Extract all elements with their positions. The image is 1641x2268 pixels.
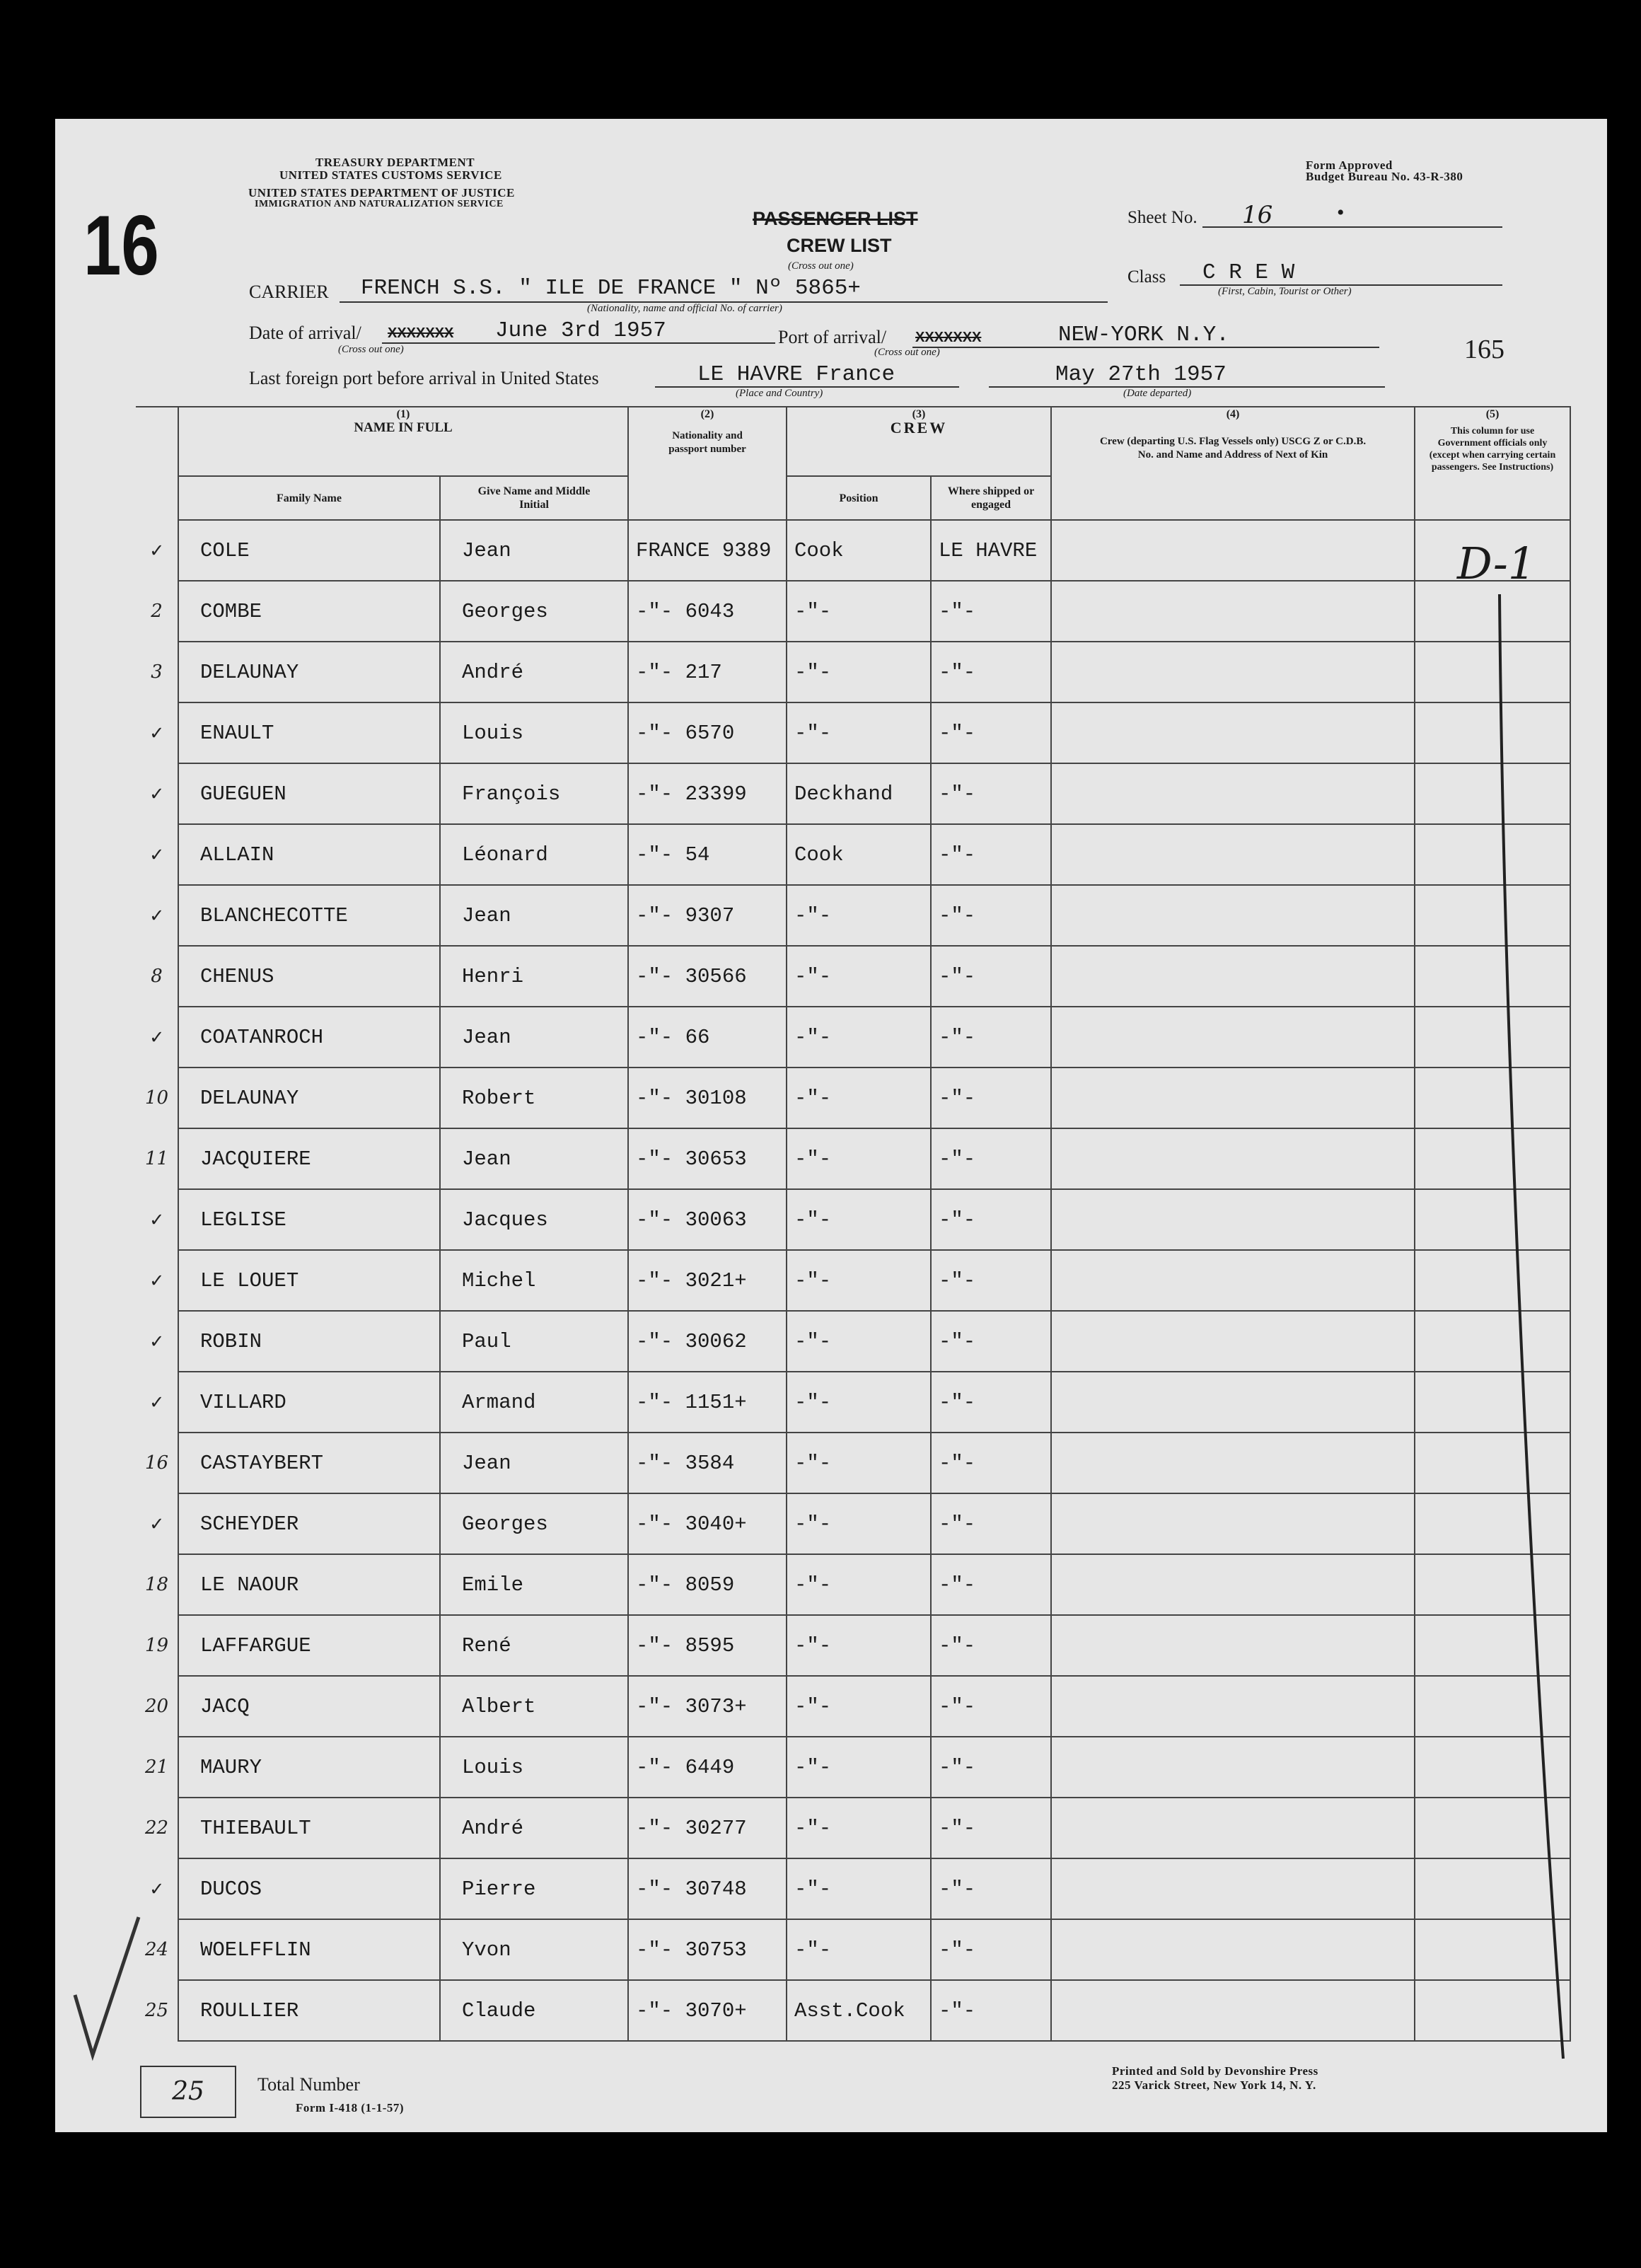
check-mark: ✓ bbox=[150, 844, 163, 867]
crew-position: -"- bbox=[787, 1372, 931, 1433]
page-number: 165 bbox=[1464, 335, 1504, 364]
next-of-kin bbox=[1051, 1250, 1415, 1311]
crew-position: -"- bbox=[787, 885, 931, 946]
family-name: COATANROCH bbox=[178, 1007, 440, 1068]
table-row bbox=[136, 702, 1570, 763]
port-struck: XXXXXXX bbox=[915, 330, 982, 345]
shipped-place: -"- bbox=[931, 1554, 1051, 1615]
budget-bureau: Budget Bureau No. 43-R-380 bbox=[1306, 170, 1463, 183]
table-row bbox=[136, 1554, 1570, 1615]
table-row bbox=[136, 1068, 1570, 1128]
crew-position: -"- bbox=[787, 1250, 931, 1311]
check-mark: 25 bbox=[144, 2000, 169, 2021]
shipped-place: -"- bbox=[931, 1737, 1051, 1798]
dept-line-4: IMMIGRATION AND NATURALIZATION SERVICE bbox=[255, 199, 504, 209]
check-mark: 11 bbox=[144, 1148, 169, 1169]
passport-number: -"- 30748 bbox=[628, 1858, 787, 1919]
shipped-place: -"- bbox=[931, 1798, 1051, 1858]
check-mark: 8 bbox=[151, 966, 163, 987]
passport-number: -"- 23399 bbox=[628, 763, 787, 824]
check-mark: ✓ bbox=[150, 1270, 163, 1293]
date-struck: XXXXXXX bbox=[388, 325, 454, 341]
shipped-place: -"- bbox=[931, 1189, 1051, 1250]
next-of-kin bbox=[1051, 1798, 1415, 1858]
given-name: Jean bbox=[440, 1007, 628, 1068]
given-name: Claude bbox=[440, 1980, 628, 2041]
col-position-header: Position bbox=[787, 476, 931, 520]
family-name: DUCOS bbox=[178, 1858, 440, 1919]
cross-out-hint: (Cross out one) bbox=[788, 260, 854, 272]
passport-number: -"- 30277 bbox=[628, 1798, 787, 1858]
passport-number: -"- 1151+ bbox=[628, 1372, 787, 1433]
crew-list-title: CREW LIST bbox=[787, 235, 892, 256]
check-mark: ✓ bbox=[150, 1026, 163, 1050]
shipped-place: -"- bbox=[931, 885, 1051, 946]
col-name-header: (1) NAME IN FULL bbox=[178, 407, 628, 476]
crew-position: -"- bbox=[787, 1554, 931, 1615]
dot-mark: • bbox=[1337, 201, 1345, 224]
next-of-kin bbox=[1051, 763, 1415, 824]
shipped-place: LE HAVRE bbox=[931, 520, 1051, 581]
shipped-place: -"- bbox=[931, 1372, 1051, 1433]
passport-number: -"- 3584 bbox=[628, 1433, 787, 1493]
passport-number: -"- 217 bbox=[628, 642, 787, 702]
crew-position: -"- bbox=[787, 1798, 931, 1858]
crew-position: -"- bbox=[787, 1311, 931, 1372]
shipped-place: -"- bbox=[931, 1858, 1051, 1919]
family-name: THIEBAULT bbox=[178, 1798, 440, 1858]
table-row bbox=[136, 763, 1570, 824]
next-of-kin bbox=[1051, 520, 1415, 581]
passport-number: -"- 66 bbox=[628, 1007, 787, 1068]
check-mark: 18 bbox=[144, 1574, 169, 1595]
family-name: SCHEYDER bbox=[178, 1493, 440, 1554]
crew-position: Cook bbox=[787, 520, 931, 581]
next-of-kin bbox=[1051, 1189, 1415, 1250]
given-name: Henri bbox=[440, 946, 628, 1007]
class-label: Class bbox=[1127, 267, 1166, 287]
shipped-place: -"- bbox=[931, 946, 1051, 1007]
col-nationality-header: (2) Nationality and passport number bbox=[628, 407, 787, 520]
last-port-value: LE HAVRE France bbox=[697, 362, 895, 387]
date-cross-hint: (Cross out one) bbox=[338, 344, 404, 355]
port-label: Port of arrival/ bbox=[778, 327, 887, 347]
check-mark: ✓ bbox=[150, 722, 163, 746]
table-row bbox=[136, 1189, 1570, 1250]
table-row bbox=[136, 1798, 1570, 1858]
shipped-place: -"- bbox=[931, 1250, 1051, 1311]
given-name: Georges bbox=[440, 581, 628, 642]
form-approved: Form Approved bbox=[1306, 158, 1393, 172]
given-name: Jacques bbox=[440, 1189, 628, 1250]
passport-number: -"- 3021+ bbox=[628, 1250, 787, 1311]
family-name: WOELFFLIN bbox=[178, 1919, 440, 1980]
table-row bbox=[136, 1919, 1570, 1980]
check-mark: 3 bbox=[151, 661, 163, 683]
port-underline bbox=[912, 347, 1379, 348]
check-mark: 24 bbox=[144, 1939, 169, 1960]
arrival-date: June 3rd 1957 bbox=[495, 318, 666, 343]
date-underline bbox=[382, 342, 775, 344]
shipped-place: -"- bbox=[931, 1068, 1051, 1128]
crew-position: -"- bbox=[787, 1615, 931, 1676]
table-row bbox=[136, 824, 1570, 885]
family-name: DELAUNAY bbox=[178, 642, 440, 702]
shipped-place: -"- bbox=[931, 1493, 1051, 1554]
next-of-kin bbox=[1051, 1919, 1415, 1980]
col-family-header: Family Name bbox=[178, 476, 440, 520]
given-name: Jean bbox=[440, 1433, 628, 1493]
passport-number: -"- 30566 bbox=[628, 946, 787, 1007]
next-of-kin bbox=[1051, 702, 1415, 763]
check-mark: 10 bbox=[144, 1087, 169, 1109]
next-of-kin bbox=[1051, 1554, 1415, 1615]
passport-number: -"- 6570 bbox=[628, 702, 787, 763]
check-mark: 2 bbox=[151, 601, 163, 622]
table-row bbox=[136, 1676, 1570, 1737]
col-kin-header: (4) Crew (departing U.S. Flag Vessels only) USCG Z or C.D.B. No. and Name and Address of Next of Kin bbox=[1051, 407, 1415, 520]
shipped-place: -"- bbox=[931, 581, 1051, 642]
next-of-kin bbox=[1051, 946, 1415, 1007]
given-name: Jean bbox=[440, 885, 628, 946]
next-of-kin bbox=[1051, 824, 1415, 885]
given-name: Léonard bbox=[440, 824, 628, 885]
passport-number: -"- 30753 bbox=[628, 1919, 787, 1980]
check-mark: ✓ bbox=[150, 1878, 163, 1902]
family-name: JACQ bbox=[178, 1676, 440, 1737]
shipped-place: -"- bbox=[931, 1128, 1051, 1189]
check-mark: 19 bbox=[144, 1635, 169, 1656]
next-of-kin bbox=[1051, 1311, 1415, 1372]
date-label: Date of arrival/ bbox=[249, 323, 361, 343]
check-mark: 20 bbox=[144, 1696, 169, 1717]
given-name: Jean bbox=[440, 1128, 628, 1189]
given-name: François bbox=[440, 763, 628, 824]
crew-position: -"- bbox=[787, 1858, 931, 1919]
shipped-place: -"- bbox=[931, 1615, 1051, 1676]
next-of-kin bbox=[1051, 642, 1415, 702]
check-mark: ✓ bbox=[150, 1392, 163, 1415]
shipped-place: -"- bbox=[931, 1919, 1051, 1980]
form-id: Form I-418 (1-1-57) bbox=[296, 2101, 405, 2114]
family-name: ROULLIER bbox=[178, 1980, 440, 2041]
given-name: Yvon bbox=[440, 1919, 628, 1980]
family-name: VILLARD bbox=[178, 1372, 440, 1433]
check-mark: ✓ bbox=[150, 1331, 163, 1354]
next-of-kin bbox=[1051, 581, 1415, 642]
check-mark: 21 bbox=[144, 1757, 169, 1778]
next-of-kin bbox=[1051, 1007, 1415, 1068]
given-name: Jean bbox=[440, 520, 628, 581]
given-name: René bbox=[440, 1615, 628, 1676]
crew-position: -"- bbox=[787, 1189, 931, 1250]
next-of-kin bbox=[1051, 1493, 1415, 1554]
family-name: LAFFARGUE bbox=[178, 1615, 440, 1676]
given-name: Michel bbox=[440, 1250, 628, 1311]
crew-position: Cook bbox=[787, 824, 931, 885]
table-row bbox=[136, 1980, 1570, 2041]
shipped-place: -"- bbox=[931, 1676, 1051, 1737]
next-of-kin bbox=[1051, 1676, 1415, 1737]
passport-number: -"- 3070+ bbox=[628, 1980, 787, 2041]
passport-number: -"- 54 bbox=[628, 824, 787, 885]
dept-line-2: UNITED STATES CUSTOMS SERVICE bbox=[279, 168, 502, 182]
next-of-kin bbox=[1051, 1128, 1415, 1189]
passport-number: -"- 3040+ bbox=[628, 1493, 787, 1554]
carrier-value: FRENCH S.S. " ILE DE FRANCE " Nº 5865+ bbox=[361, 276, 861, 301]
table-row bbox=[136, 885, 1570, 946]
shipped-place: -"- bbox=[931, 1433, 1051, 1493]
crew-position: -"- bbox=[787, 1433, 931, 1493]
departed-hint: (Date departed) bbox=[1123, 388, 1192, 399]
family-name: LEGLISE bbox=[178, 1189, 440, 1250]
table-row bbox=[136, 642, 1570, 702]
family-name: ALLAIN bbox=[178, 824, 440, 885]
given-name: Louis bbox=[440, 702, 628, 763]
table-row bbox=[136, 1250, 1570, 1311]
carrier-label: CARRIER bbox=[249, 282, 329, 302]
class-value: C R E W bbox=[1202, 260, 1295, 285]
family-name: CASTAYBERT bbox=[178, 1433, 440, 1493]
large-check-mark bbox=[68, 1910, 146, 2066]
col-officials-header: (5) This column for use Government officials only (except when carrying certain passengers. See Instructions) bbox=[1415, 407, 1570, 520]
class-hint: (First, Cabin, Tourist or Other) bbox=[1218, 286, 1352, 297]
family-name: JACQUIERE bbox=[178, 1128, 440, 1189]
shipped-place: -"- bbox=[931, 1311, 1051, 1372]
check-mark: ✓ bbox=[150, 783, 163, 806]
passport-number: -"- 6043 bbox=[628, 581, 787, 642]
table-row bbox=[136, 581, 1570, 642]
dept-line-3: UNITED STATES DEPARTMENT OF JUSTICE bbox=[248, 186, 515, 199]
check-mark: ✓ bbox=[150, 905, 163, 928]
table-row bbox=[136, 1372, 1570, 1433]
family-name: COLE bbox=[178, 520, 440, 581]
corner-sheet-number: 16 bbox=[83, 198, 159, 293]
official-line-mark bbox=[1485, 587, 1584, 2073]
official-annotation: D-1 bbox=[1457, 538, 1536, 589]
departed-date: May 27th 1957 bbox=[1055, 362, 1227, 387]
crew-position: -"- bbox=[787, 1068, 931, 1128]
passport-number: -"- 9307 bbox=[628, 885, 787, 946]
printer-line-2: 225 Varick Street, New York 14, N. Y. bbox=[1112, 2078, 1316, 2092]
passport-number: -"- 8595 bbox=[628, 1615, 787, 1676]
check-mark: ✓ bbox=[150, 1513, 163, 1537]
port-cross-hint: (Cross out one) bbox=[874, 347, 940, 358]
given-name: André bbox=[440, 642, 628, 702]
last-port-label: Last foreign port before arrival in United States bbox=[249, 368, 599, 388]
passport-number: -"- 30062 bbox=[628, 1311, 787, 1372]
crew-position: Deckhand bbox=[787, 763, 931, 824]
next-of-kin bbox=[1051, 1433, 1415, 1493]
total-box bbox=[140, 2066, 236, 2118]
crew-position: -"- bbox=[787, 702, 931, 763]
next-of-kin bbox=[1051, 1980, 1415, 2041]
crew-position: -"- bbox=[787, 1493, 931, 1554]
carrier-hint: (Nationality, name and official No. of carrier) bbox=[587, 303, 782, 314]
given-name: Albert bbox=[440, 1676, 628, 1737]
next-of-kin bbox=[1051, 1615, 1415, 1676]
total-value: 25 bbox=[172, 2077, 204, 2106]
next-of-kin bbox=[1051, 1372, 1415, 1433]
table-row bbox=[136, 946, 1570, 1007]
crew-position: -"- bbox=[787, 946, 931, 1007]
table-row bbox=[136, 1858, 1570, 1919]
table-row bbox=[136, 1493, 1570, 1554]
total-label: Total Number bbox=[257, 2074, 360, 2095]
passport-number: -"- 30063 bbox=[628, 1189, 787, 1250]
sheet-value: 16 bbox=[1242, 201, 1273, 229]
next-of-kin bbox=[1051, 1858, 1415, 1919]
family-name: CHENUS bbox=[178, 946, 440, 1007]
shipped-place: -"- bbox=[931, 824, 1051, 885]
passport-number: -"- 6449 bbox=[628, 1737, 787, 1798]
family-name: LE LOUET bbox=[178, 1250, 440, 1311]
table-row bbox=[136, 520, 1570, 581]
shipped-place: -"- bbox=[931, 763, 1051, 824]
crew-position: -"- bbox=[787, 642, 931, 702]
family-name: COMBE bbox=[178, 581, 440, 642]
crew-position: -"- bbox=[787, 581, 931, 642]
crew-position: -"- bbox=[787, 1676, 931, 1737]
col-crew-header: (3) CREW bbox=[787, 407, 1051, 476]
passenger-list-struck: PASSENGER LIST bbox=[753, 208, 918, 229]
col-shipped-header: Where shipped or engaged bbox=[931, 476, 1051, 520]
passport-number: -"- 30108 bbox=[628, 1068, 787, 1128]
next-of-kin bbox=[1051, 1068, 1415, 1128]
crew-position: -"- bbox=[787, 1007, 931, 1068]
given-name: Pierre bbox=[440, 1858, 628, 1919]
crew-table bbox=[136, 406, 1571, 2042]
next-of-kin bbox=[1051, 885, 1415, 946]
given-name: Armand bbox=[440, 1372, 628, 1433]
given-name: Robert bbox=[440, 1068, 628, 1128]
last-port-hint: (Place and Country) bbox=[736, 388, 823, 399]
col-given-header: Give Name and Middle Initial bbox=[440, 476, 628, 520]
check-mark: ✓ bbox=[150, 1209, 163, 1232]
given-name: Emile bbox=[440, 1554, 628, 1615]
dept-line-1: TREASURY DEPARTMENT bbox=[315, 156, 475, 169]
table-row bbox=[136, 1737, 1570, 1798]
shipped-place: -"- bbox=[931, 642, 1051, 702]
check-mark: ✓ bbox=[150, 540, 163, 563]
arrival-port: NEW-YORK N.Y. bbox=[1058, 323, 1229, 347]
family-name: DELAUNAY bbox=[178, 1068, 440, 1128]
passport-number: -"- 8059 bbox=[628, 1554, 787, 1615]
table-row bbox=[136, 1128, 1570, 1189]
family-name: ROBIN bbox=[178, 1311, 440, 1372]
shipped-place: -"- bbox=[931, 702, 1051, 763]
table-row bbox=[136, 1615, 1570, 1676]
family-name: LE NAOUR bbox=[178, 1554, 440, 1615]
table-row bbox=[136, 1433, 1570, 1493]
family-name: ENAULT bbox=[178, 702, 440, 763]
given-name: Georges bbox=[440, 1493, 628, 1554]
check-mark: 16 bbox=[144, 1452, 169, 1474]
given-name: Paul bbox=[440, 1311, 628, 1372]
sheet-underline bbox=[1202, 226, 1502, 228]
given-name: André bbox=[440, 1798, 628, 1858]
shipped-place: -"- bbox=[931, 1007, 1051, 1068]
check-mark: 22 bbox=[144, 1817, 169, 1839]
shipped-place: -"- bbox=[931, 1980, 1051, 2041]
crew-position: -"- bbox=[787, 1919, 931, 1980]
printer-line-1: Printed and Sold by Devonshire Press bbox=[1112, 2064, 1318, 2078]
passport-number: FRANCE 9389 bbox=[628, 520, 787, 581]
table-row bbox=[136, 1311, 1570, 1372]
table-row bbox=[136, 1007, 1570, 1068]
family-name: GUEGUEN bbox=[178, 763, 440, 824]
crew-position: Asst.Cook bbox=[787, 1980, 931, 2041]
sheet-label: Sheet No. bbox=[1127, 208, 1198, 227]
family-name: MAURY bbox=[178, 1737, 440, 1798]
given-name: Louis bbox=[440, 1737, 628, 1798]
next-of-kin bbox=[1051, 1737, 1415, 1798]
family-name: BLANCHECOTTE bbox=[178, 885, 440, 946]
crew-position: -"- bbox=[787, 1737, 931, 1798]
passport-number: -"- 3073+ bbox=[628, 1676, 787, 1737]
crew-position: -"- bbox=[787, 1128, 931, 1189]
passport-number: -"- 30653 bbox=[628, 1128, 787, 1189]
